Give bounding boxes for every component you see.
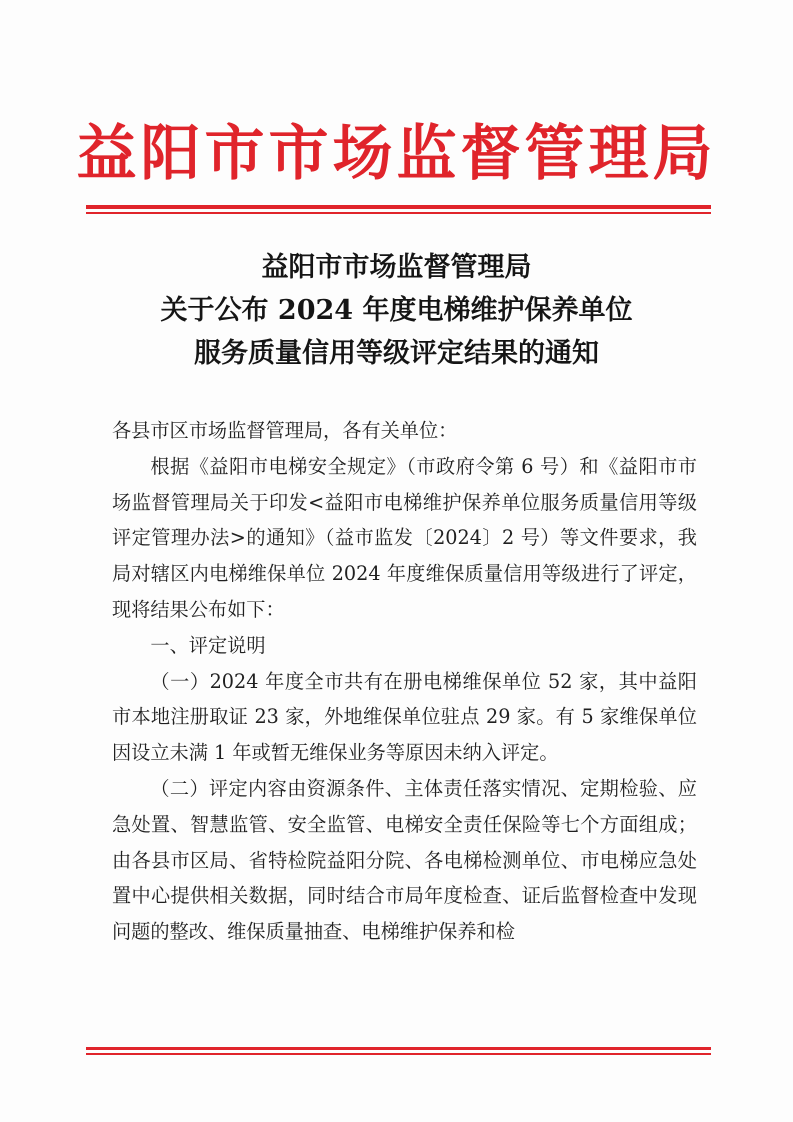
document-body — [112, 413, 697, 950]
document-title-line-2: 关于公布 2024 年度电梯维护保养单位 — [160, 295, 633, 326]
section-heading-evaluation-notes: 一、评定说明 — [150, 633, 266, 657]
footer-red-rule-thin — [86, 1053, 711, 1055]
header-red-rule-thick — [86, 205, 711, 209]
issuing-authority-header: 益阳市市场监督管理局 — [76, 119, 717, 189]
footer-red-rule-thick — [86, 1047, 711, 1050]
document-title-line-1: 益阳市市场监督管理局 — [261, 252, 532, 283]
document-title — [0, 246, 793, 375]
item-paragraph-2: （二）评定内容由资源条件、主体责任落实情况、定期检验、应急处置、智慧监管、安全监管、电梯安全责任保险等七个方面组成；由各县市区局、省特检院益阳分院、各电梯检测单位、市电梯应急处置中心提供相关数据，同时结合市局年度检查、证后监督检查中发现问题的整改、维保质量抽查、电梯维护保养和检 — [112, 776, 697, 944]
item-paragraph-1: （一）2024 年度全市共有在册电梯维保单位 52 家，其中益阳市本地注册取证 23 家，外地维保单位驻点 29 家。有 5 家维保单位因设立未满 1 年或暂无维保业务等原因未纳入评定。 — [112, 669, 697, 765]
document-title-line-3: 服务质量信用等级评定结果的通知 — [194, 338, 599, 369]
intro-paragraph: 根据《益阳市电梯安全规定》（市政府令第 6 号）和《益阳市市场监督管理局关于印发<益阳市电梯维护保养单位服务质量信用等级评定管理办法>的通知》（益市监发〔2024〕2 号）等文件要求，我局对辖区内电梯维保单位 2024 年度维保质量信用等级进行了评定，现将结果公布如下： — [112, 454, 697, 621]
header-red-rule-thin — [86, 212, 711, 214]
salutation: 各县市区市场监督管理局，各有关单位： — [112, 419, 458, 442]
